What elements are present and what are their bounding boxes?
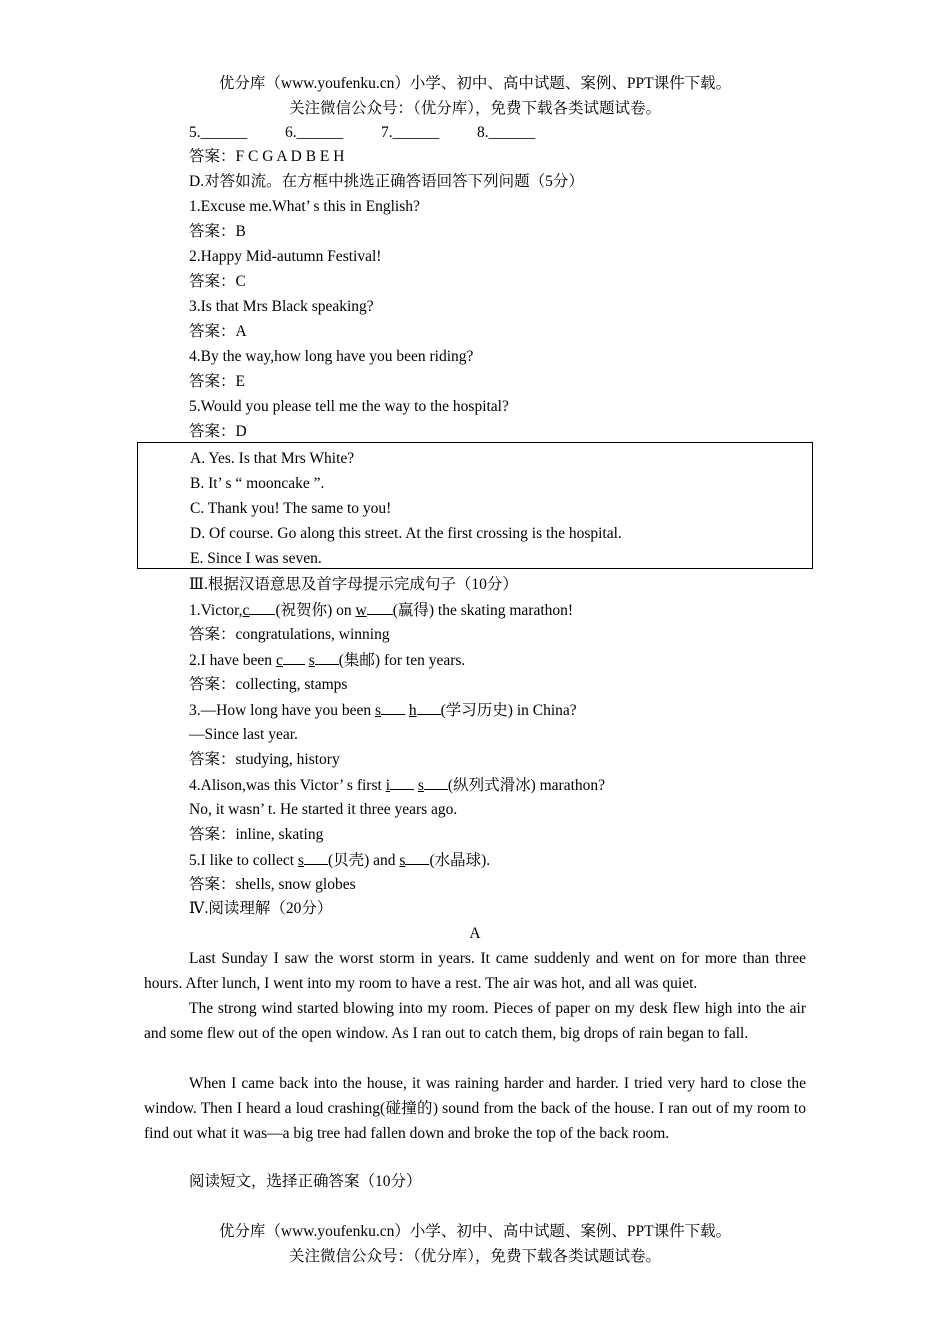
section-3-title: Ⅲ.根据汉语意思及首字母提示完成句子（10分）: [189, 576, 518, 593]
option-d: D. Of course. Go along this street. At the first crossing is the hospital.: [190, 525, 622, 542]
d-answer-1: 答案：B: [189, 223, 246, 240]
paragraph-1: Last Sunday I saw the worst storm in years. It came suddenly and went on for more than three hours. After lunch, I went into my room to have a rest. The air was hot, and all was quiet.: [144, 950, 806, 992]
d-answer-3: 答案：A: [189, 323, 247, 340]
d-question-1: 1.Excuse me.What’ s this in English?: [189, 198, 420, 215]
s3-reply-4: No, it wasn’ t. He started it three years ago.: [189, 801, 458, 818]
paragraph-3: When I came back into the house, it was raining harder and harder. I tried very hard to close the window. Then I heard a loud crashing(碰撞的) sound from the back of the house. I ran out of my room to find out what it was—a big tree had fallen down and broke the top of the back room.: [144, 1075, 806, 1142]
passage-label: A: [469, 925, 481, 942]
s3-answer-1: 答案：congratulations, winning: [189, 626, 390, 643]
answer-c: 答案：F C G A D B E H: [189, 148, 345, 165]
d-question-4: 4.By the way,how long have you been riding?: [189, 348, 474, 365]
d-answer-4: 答案：E: [189, 373, 245, 390]
s3-question-2: 2.I have been c s (集邮) for ten years.: [189, 652, 466, 669]
s3-answer-4: 答案：inline, skating: [189, 826, 324, 843]
d-question-5: 5.Would you please tell me the way to the hospital?: [189, 398, 509, 415]
s3-answer-2: 答案：collecting, stamps: [189, 676, 348, 693]
blank-5: 5.______: [189, 124, 248, 141]
reading-instruction: 阅读短文，选择正确答案（10分）: [189, 1173, 422, 1190]
section-d-title: D.对答如流。在方框中挑选正确答语回答下列问题（5分）: [189, 173, 584, 190]
paragraph-2: The strong wind started blowing into my room. Pieces of paper on my desk flew high into the air and some flew out of the open window. As I ran out to catch them, big drops of rain began to fall.: [144, 1000, 806, 1042]
s3-question-1: 1.Victor,c (祝贺你) on w (赢得) the skating marathon!: [189, 602, 574, 619]
blank-7: 7.______: [381, 124, 440, 141]
s3-answer-5: 答案：shells, snow globes: [189, 876, 356, 893]
footer-line-2: 关注微信公众号：（优分库），免费下载各类试题试卷。: [288, 1248, 661, 1265]
s3-question-4: 4.Alison,was this Victor’ s first i s (纵列式滑冰) marathon?: [189, 777, 606, 794]
d-question-2: 2.Happy Mid-autumn Festival!: [189, 248, 382, 265]
header-line-1: 优分库（www.youfenku.cn）小学、初中、高中试题、案例、PPT课件下载。: [218, 75, 732, 92]
d-answer-2: 答案：C: [189, 273, 246, 290]
option-c: C. Thank you! The same to you!: [190, 500, 392, 517]
d-answer-5: 答案：D: [189, 423, 247, 440]
option-e: E. Since I was seven.: [190, 550, 322, 567]
section-4-title: Ⅳ.阅读理解（20分）: [189, 900, 333, 917]
option-b: B. It’ s “ mooncake ”.: [190, 475, 325, 492]
s3-reply-3: —Since last year.: [189, 726, 298, 743]
d-question-3: 3.Is that Mrs Black speaking?: [189, 298, 374, 315]
s3-question-3: 3.—How long have you been s h (学习历史) in China?: [189, 702, 577, 719]
header-line-2: 关注微信公众号：（优分库），免费下载各类试题试卷。: [288, 100, 661, 117]
blank-8: 8.______: [477, 124, 536, 141]
footer-line-1: 优分库（www.youfenku.cn）小学、初中、高中试题、案例、PPT课件下载。: [218, 1223, 732, 1240]
s3-answer-3: 答案：studying, history: [189, 751, 340, 768]
s3-question-5: 5.I like to collect s (贝壳) and s (水晶球).: [189, 852, 491, 869]
option-a: A. Yes. Is that Mrs White?: [190, 450, 355, 467]
blank-6: 6.______: [285, 124, 344, 141]
options-box: [137, 442, 813, 569]
